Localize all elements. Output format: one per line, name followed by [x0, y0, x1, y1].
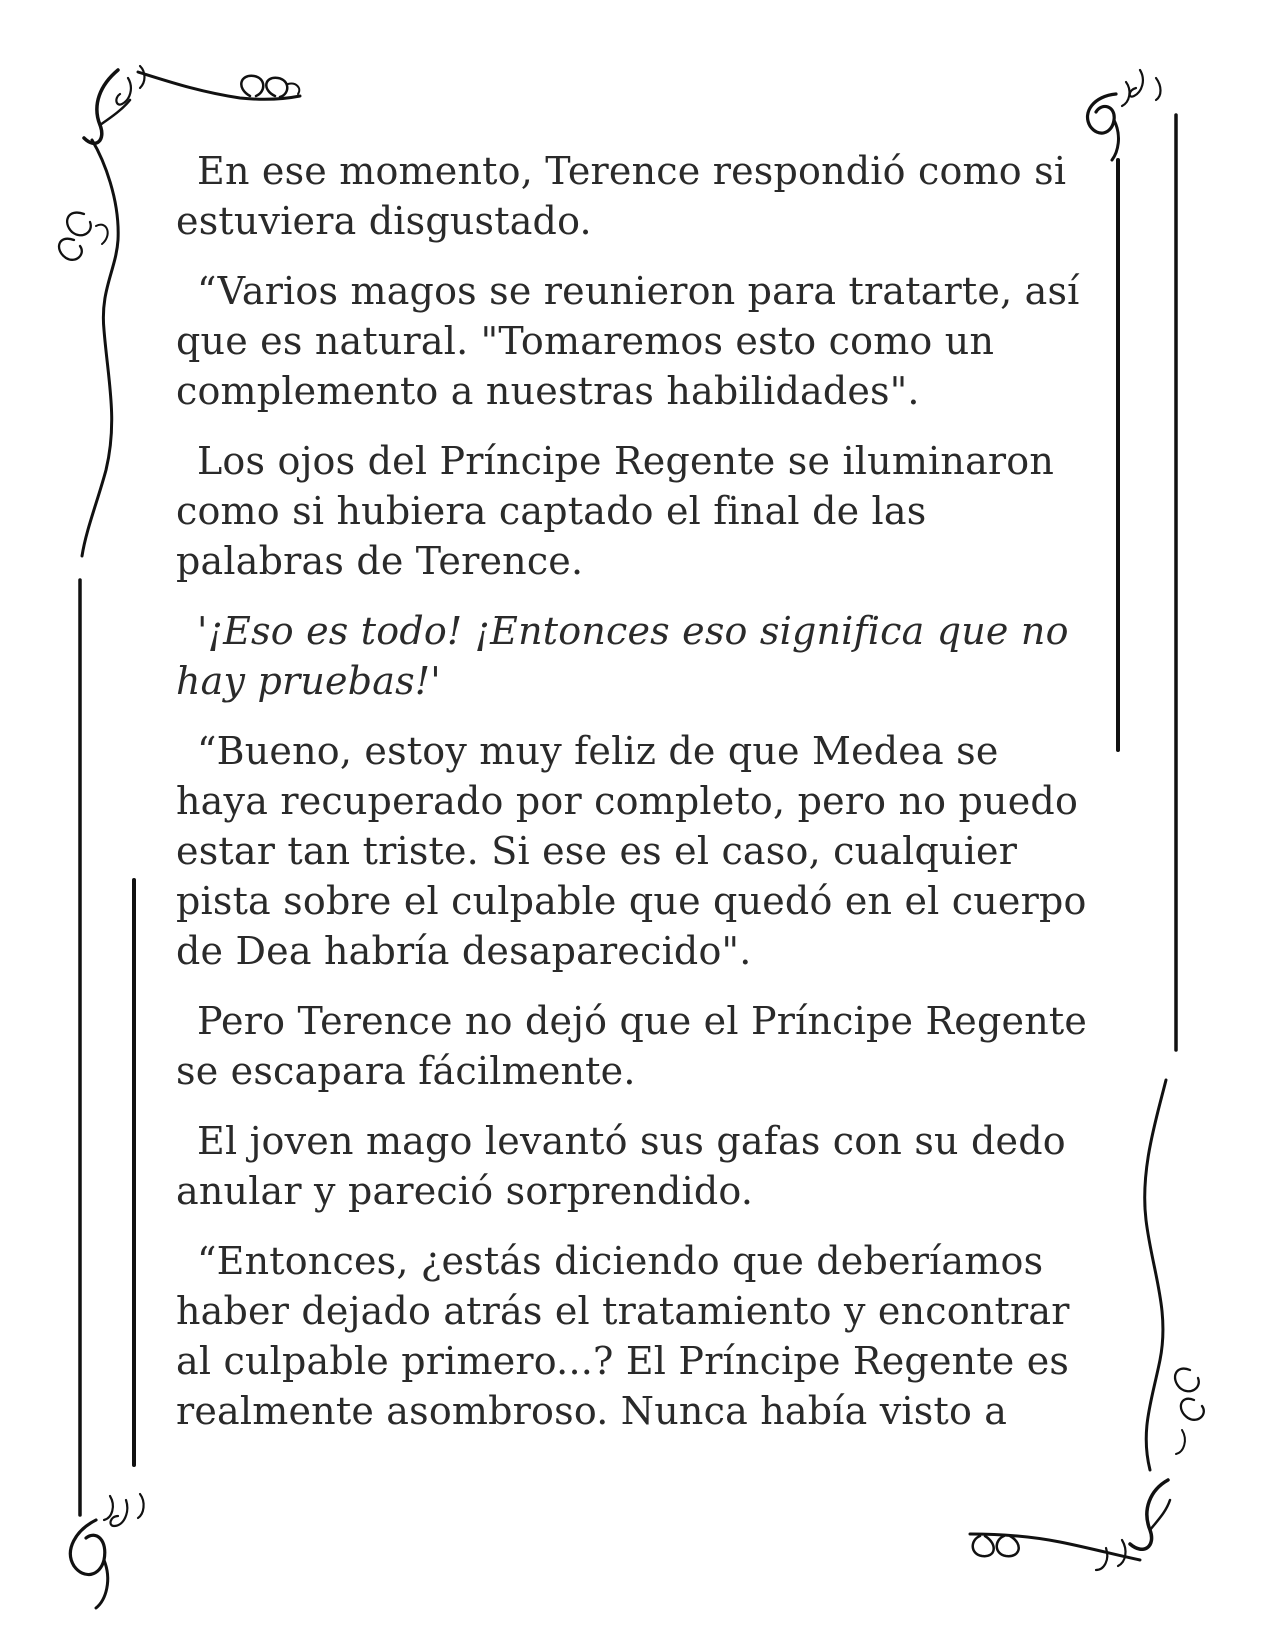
top-right-flourish-icon [1088, 70, 1161, 160]
paragraph: “Varios magos se reunieron para tratarte, así que es natural. "Tomaremos esto como un complemento a nuestras habilidades". [176, 269, 1080, 413]
paragraph: Pero Terence no dejó que el Príncipe Regente se escapara fácilmente. [176, 999, 1088, 1093]
left-vine-icon [59, 140, 118, 556]
top-left-flourish-icon [84, 66, 300, 143]
paragraph: “Entonces, ¿estás diciendo que deberíamos haber dejado atrás el tratamiento y encontrar al culpable primero...? El Príncipe Regente es realmente asombroso. Nunca había visto a [176, 1239, 1070, 1433]
paragraph: El joven mago levantó sus gafas con su dedo anular y pareció sorprendido. [176, 1119, 1066, 1213]
page-text [176, 146, 1096, 1436]
inner-thought-paragraph: '¡Eso es todo! ¡Entonces eso significa que no hay pruebas!' [176, 609, 1069, 703]
bottom-right-flourish-icon [970, 1480, 1170, 1570]
paragraph: “Bueno, estoy muy feliz de que Medea se haya recuperado por completo, pero no puedo estar tan triste. Si ese es el caso, cualquier pista sobre el culpable que quedó en el cuerpo de Dea habría desaparecido". [176, 729, 1087, 973]
right-vine-icon [1145, 1080, 1204, 1470]
paragraph: Los ojos del Príncipe Regente se iluminaron como si hubiera captado el final de las palabras de Terence. [176, 439, 1055, 583]
paragraph: En ese momento, Terence respondió como si estuviera disgustado. [176, 149, 1067, 243]
